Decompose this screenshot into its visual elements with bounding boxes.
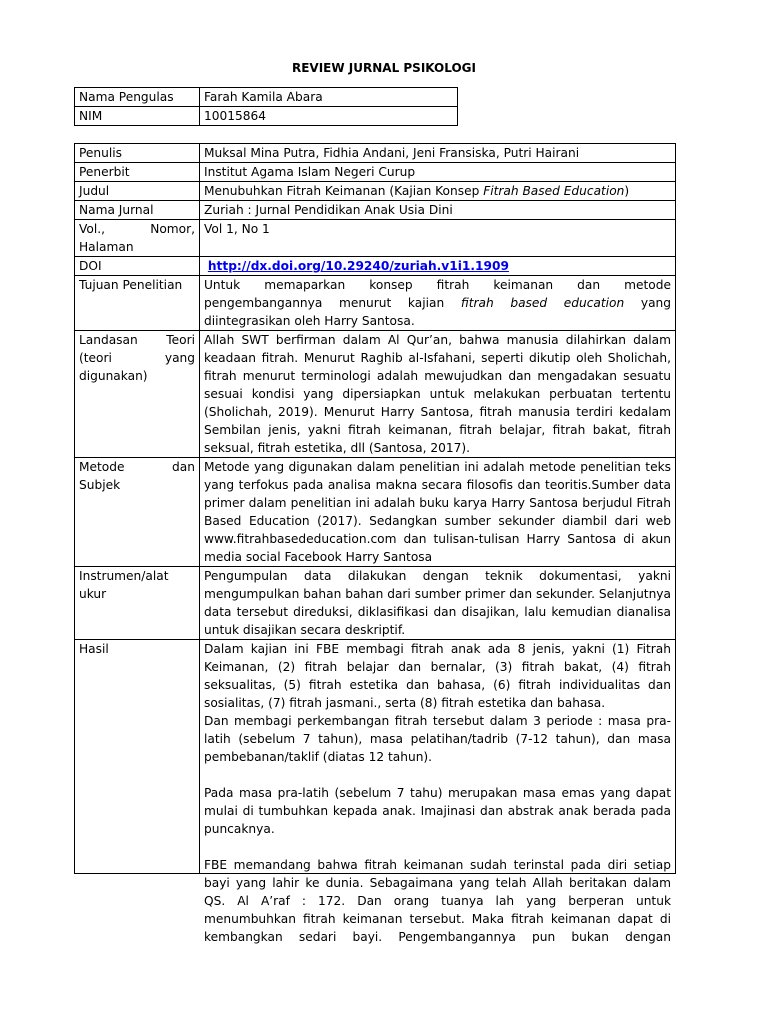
landasan-value: Allah SWT berfirman dalam Al Qur’an, bahwa manusia dilahirkan dalam keadaan fitrah. Menurut Raghib al-Isfahani, seperti dikutip oleh Sholichah, fitrah menurut terminologi adalah mewujudkan dan mengadakan sesuatu sesuai kondisi yang dipersiapkan untuk melakukan perbuatan tertentu (Sholichah, 2019). Menurut Harry Santosa, fitrah manusia terdiri kedalam Sembilan jenis, yakni fitrah keimanan, fitrah belajar, fitrah bakat, fitrah seksual, fitrah estetika, dll (Santosa, 2017). (200, 331, 676, 458)
paragraph-gap (204, 838, 671, 856)
penulis-value: Muksal Mina Putra, Fidhia Andani, Jeni Fransiska, Putri Hairani (200, 144, 676, 163)
instrumen-label: Instrumen/alat ukur (75, 567, 200, 640)
judul-italic: Fitrah Based Education (483, 184, 625, 198)
nama-jurnal-label: Nama Jurnal (75, 201, 200, 220)
hasil-paragraph-4: FBE memandang bahwa fitrah keimanan sudah terinstal pada diri setiap bayi yang lahir ke dunia. Sebagaimana yang telah Allah beritakan dalam QS. Al A’raf : 172. Dan orang tuanya lah yang berperan untuk menumbuhkan fitrah keimanan tersebut. Maka fitrah keimanan dapat di kembangkan sedari bayi. Pengembangannya pun bukan dengan (204, 858, 671, 944)
instrumen-value: Pengumpulan data dilakukan dengan teknik dokumentasi, yakni mengumpulkan bahan bahan dari sumber primer dan sekunder. Selanjutnya data tersebut direduksi, diklasifikasi dan disajikan, lalu kemudian dianalisa untuk disajikan secara deskriptif. (200, 567, 676, 640)
landasan-label: Landasan Teori (teori yang digunakan) (75, 331, 200, 458)
table-row (75, 88, 458, 107)
table-row (75, 331, 676, 458)
table-row (75, 257, 676, 276)
table-row (75, 276, 676, 331)
hasil-value (200, 640, 676, 944)
journal-review-table (74, 143, 676, 944)
tujuan-value (200, 276, 676, 331)
metode-label: Metode dan Subjek (75, 458, 200, 567)
table-row (75, 640, 676, 874)
judul-value (200, 182, 676, 201)
hasil-paragraph-2: Dan membagi perkembangan fitrah tersebut dalam 3 periode : masa pra-latih (sebelum 7 tahun), masa pelatihan/tadrib (7-12 tahun), dan masa pembebanan/taklif (diatas 12 tahun). (204, 714, 671, 764)
table-row (75, 567, 676, 640)
vol-value: Vol 1, No 1 (200, 220, 676, 257)
tujuan-label: Tujuan Penelitian (75, 276, 200, 331)
table-row (75, 458, 676, 567)
table-row (75, 182, 676, 201)
paragraph-gap (204, 766, 671, 784)
table-row (75, 163, 676, 182)
penerbit-value: Institut Agama Islam Negeri Curup (200, 163, 676, 182)
nama-jurnal-value: Zuriah : Jurnal Pendidikan Anak Usia Dini (200, 201, 676, 220)
table-row (75, 220, 676, 257)
judul-prefix: Menubuhkan Fitrah Keimanan (Kajian Konsep (204, 184, 484, 198)
vol-label: Vol., Nomor, Halaman (75, 220, 200, 257)
tujuan-italic: fitrah based education (460, 296, 625, 310)
doi-link[interactable]: http://dx.doi.org/10.29240/zuriah.v1i1.1909 (207, 259, 509, 273)
document-title: REVIEW JURNAL PSIKOLOGI (291, 61, 476, 75)
table-row (75, 201, 676, 220)
doi-cell (200, 257, 676, 276)
judul-label: Judul (75, 182, 200, 201)
hasil-paragraph-3: Pada masa pra-latih (sebelum 7 tahu) merupakan masa emas yang dapat mulai di tumbuhkan kepada anak. Imajinasi dan abstrak anak berada pada puncaknya. (204, 786, 671, 836)
nim-value: 10015864 (200, 107, 458, 126)
table-row (75, 107, 458, 126)
penerbit-label: Penerbit (75, 163, 200, 182)
reviewer-name-value: Farah Kamila Abara (200, 88, 458, 107)
hasil-content (204, 640, 671, 944)
hasil-paragraph-1: Dalam kajian ini FBE membagi fitrah anak ada 8 jenis, yakni (1) Fitrah Keimanan, (2) fitrah belajar dan bernalar, (3) fitrah bakat, (4) fitrah seksualitas, (5) fitrah estetika dan bahasa, (6) fitrah individualitas dan sosialitas, (7) fitrah jasmani., serta (8) fitrah estetika dan bahasa. (204, 642, 671, 710)
tujuan-prefix: Untuk memaparkan konsep fitrah keimanan dan metode pengembangannya menurut kajian (204, 278, 671, 310)
reviewer-name-label: Nama Pengulas (75, 88, 200, 107)
table-row (75, 144, 676, 163)
penulis-label: Penulis (75, 144, 200, 163)
metode-value: Metode yang digunakan dalam penelitian ini adalah metode penelitian teks yang terfokus pada analisa makna secara filosofis dan teoritis.Sumber data primer dalam penelitian ini adalah buku karya Harry Santosa berjudul Fitrah Based Education (2017). Sedangkan sumber sekunder diambil dari web www.fitrahbasededucation.com dan tulisan-tulisan Harry Santosa di akun media social Facebook Harry Santosa (200, 458, 676, 567)
doi-label: DOI (75, 257, 200, 276)
reviewer-info-table (74, 87, 458, 126)
nim-label: NIM (75, 107, 200, 126)
judul-suffix: ) (624, 184, 630, 198)
hasil-label: Hasil (75, 640, 200, 874)
tujuan-suffix: yang diintegrasikan oleh Harry Santosa. (204, 296, 672, 328)
